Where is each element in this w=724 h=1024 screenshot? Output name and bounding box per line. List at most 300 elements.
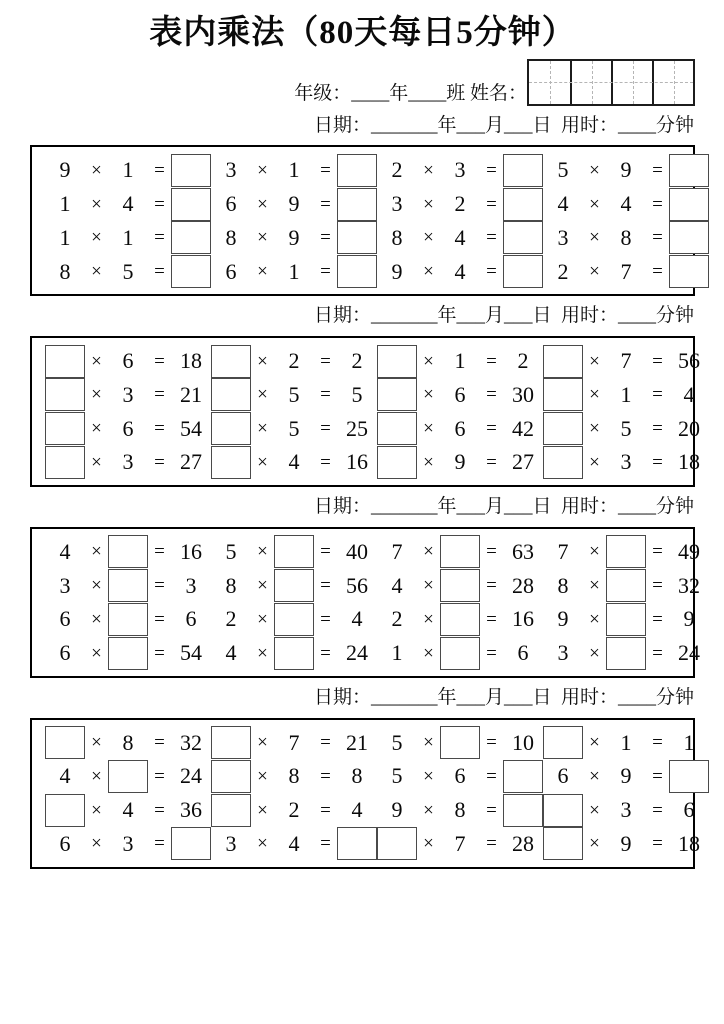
operand-number: 6: [122, 348, 134, 374]
answer-box[interactable]: [503, 154, 543, 187]
operand-number: 6: [454, 763, 466, 789]
answer-box[interactable]: [171, 255, 211, 288]
multiplication-sign: ×: [91, 642, 102, 664]
multiplication-problem: [45, 726, 211, 759]
product-number: 4: [683, 381, 695, 407]
answer-box[interactable]: [171, 154, 211, 187]
equals-sign: =: [486, 261, 497, 283]
multiplication-problem: [211, 188, 377, 221]
multiplication-problem: [377, 794, 543, 827]
multiplication-sign: ×: [91, 732, 102, 754]
multiplication-sign: ×: [257, 541, 268, 563]
product-number: 24: [346, 640, 368, 666]
operand-number: 3: [557, 640, 569, 666]
multiplication-problem: [377, 603, 543, 636]
equals-sign: =: [154, 227, 165, 249]
operand-number: 4: [59, 763, 71, 789]
multiplication-sign: ×: [589, 642, 600, 664]
answer-box[interactable]: [669, 255, 709, 288]
answer-box[interactable]: [45, 412, 85, 445]
problem-section-1: [30, 145, 695, 296]
answer-box[interactable]: [274, 535, 314, 568]
answer-box[interactable]: [171, 827, 211, 860]
equals-sign: =: [486, 799, 497, 821]
multiplication-sign: ×: [91, 541, 102, 563]
daily-exercise-block: [30, 496, 700, 678]
operand-number: 9: [288, 191, 300, 217]
multiplication-problem: [45, 188, 211, 221]
multiplication-problem: [45, 412, 211, 445]
answer-box[interactable]: [377, 446, 417, 479]
answer-box[interactable]: [669, 760, 709, 793]
multiplication-sign: ×: [91, 193, 102, 215]
multiplication-sign: ×: [91, 159, 102, 181]
product-number: 32: [180, 729, 202, 755]
operand-number: 2: [391, 157, 403, 183]
operand-number: 4: [122, 797, 134, 823]
answer-box[interactable]: [503, 221, 543, 254]
multiplication-sign: ×: [257, 799, 268, 821]
multiplication-problem: [45, 255, 211, 288]
answer-box[interactable]: [503, 794, 543, 827]
equals-sign: =: [652, 451, 663, 473]
equals-sign: =: [320, 833, 331, 855]
product-number: 56: [346, 572, 368, 598]
equals-sign: =: [652, 541, 663, 563]
product-number: 2: [351, 348, 363, 374]
name-writing-grid: [527, 59, 695, 106]
multiplication-sign: ×: [423, 541, 434, 563]
multiplication-problem: [211, 412, 377, 445]
answer-box[interactable]: [440, 637, 480, 670]
product-number: 3: [185, 572, 197, 598]
operand-number: 7: [391, 538, 403, 564]
operand-number: 8: [391, 224, 403, 250]
equals-sign: =: [486, 384, 497, 406]
product-number: 18: [678, 830, 700, 856]
equals-sign: =: [486, 642, 497, 664]
operand-number: 5: [288, 415, 300, 441]
operand-number: 6: [454, 381, 466, 407]
equals-sign: =: [320, 608, 331, 630]
product-number: 16: [512, 606, 534, 632]
product-number: 21: [180, 381, 202, 407]
multiplication-sign: ×: [91, 227, 102, 249]
multiplication-problem: [211, 760, 377, 793]
equals-sign: =: [652, 642, 663, 664]
operand-number: 5: [620, 415, 632, 441]
product-number: 6: [683, 797, 695, 823]
answer-box[interactable]: [543, 794, 583, 827]
operand-number: 9: [557, 606, 569, 632]
multiplication-problem: [543, 446, 709, 479]
multiplication-problem: [211, 603, 377, 636]
multiplication-problem: [543, 221, 709, 254]
multiplication-sign: ×: [91, 575, 102, 597]
multiplication-sign: ×: [589, 193, 600, 215]
multiplication-problem: [45, 154, 211, 187]
answer-box[interactable]: [108, 535, 148, 568]
multiplication-problem: [211, 255, 377, 288]
multiplication-sign: ×: [423, 799, 434, 821]
operand-number: 1: [59, 191, 71, 217]
multiplication-problem: [543, 378, 709, 411]
product-number: 18: [180, 348, 202, 374]
multiplication-problem: [45, 603, 211, 636]
answer-box[interactable]: [211, 345, 251, 378]
equals-sign: =: [320, 799, 331, 821]
multiplication-problem: [377, 726, 543, 759]
multiplication-problem: [211, 221, 377, 254]
equals-sign: =: [652, 833, 663, 855]
operand-number: 1: [122, 157, 134, 183]
equals-sign: =: [652, 799, 663, 821]
answer-box[interactable]: [669, 188, 709, 221]
date-time-blank-line: 日期：_______年___月___日 用时：____分钟: [313, 305, 694, 327]
operand-number: 1: [288, 258, 300, 284]
multiplication-problem: [45, 637, 211, 670]
multiplication-sign: ×: [589, 608, 600, 630]
operand-number: 4: [288, 449, 300, 475]
multiplication-sign: ×: [423, 418, 434, 440]
multiplication-problem: [543, 535, 709, 568]
multiplication-problem: [377, 760, 543, 793]
equals-sign: =: [652, 575, 663, 597]
answer-box[interactable]: [45, 345, 85, 378]
product-number: 4: [351, 606, 363, 632]
answer-box[interactable]: [337, 188, 377, 221]
equals-sign: =: [486, 732, 497, 754]
operand-number: 3: [122, 830, 134, 856]
name-grid-cell[interactable]: [652, 61, 693, 104]
operand-number: 4: [391, 572, 403, 598]
multiplication-problem: [543, 412, 709, 445]
page-title: 表内乘法（80天每日5分钟）: [149, 15, 576, 51]
date-time-blank-line: 日期：_______年___月___日 用时：____分钟: [313, 686, 694, 708]
answer-box[interactable]: [171, 188, 211, 221]
multiplication-sign: ×: [589, 384, 600, 406]
equals-sign: =: [154, 765, 165, 787]
answer-box[interactable]: [274, 569, 314, 602]
student-info-row: [30, 57, 695, 106]
multiplication-sign: ×: [589, 833, 600, 855]
multiplication-sign: ×: [589, 418, 600, 440]
equals-sign: =: [154, 833, 165, 855]
operand-number: 7: [557, 538, 569, 564]
answer-box[interactable]: [377, 345, 417, 378]
answer-box[interactable]: [108, 569, 148, 602]
answer-box[interactable]: [45, 446, 85, 479]
equals-sign: =: [486, 451, 497, 473]
daily-exercise-block: [30, 305, 700, 487]
multiplication-problem: [543, 188, 709, 221]
equals-sign: =: [320, 642, 331, 664]
product-number: 20: [678, 415, 700, 441]
equals-sign: =: [652, 193, 663, 215]
answer-box[interactable]: [45, 378, 85, 411]
answer-box[interactable]: [669, 221, 709, 254]
product-number: 28: [512, 830, 534, 856]
multiplication-problem: [211, 827, 377, 860]
multiplication-problem: [211, 535, 377, 568]
operand-number: 7: [454, 830, 466, 856]
multiplication-sign: ×: [257, 732, 268, 754]
operand-number: 2: [454, 191, 466, 217]
answer-box[interactable]: [171, 221, 211, 254]
product-number: 9: [683, 606, 695, 632]
multiplication-sign: ×: [257, 193, 268, 215]
product-number: 6: [517, 640, 529, 666]
equals-sign: =: [154, 541, 165, 563]
operand-number: 4: [59, 538, 71, 564]
answer-box[interactable]: [337, 154, 377, 187]
multiplication-sign: ×: [589, 799, 600, 821]
product-number: 21: [346, 729, 368, 755]
equals-sign: =: [652, 350, 663, 372]
answer-box[interactable]: [503, 255, 543, 288]
answer-box[interactable]: [543, 726, 583, 759]
operand-number: 9: [620, 830, 632, 856]
multiplication-problem: [543, 603, 709, 636]
multiplication-problem: [211, 726, 377, 759]
answer-box[interactable]: [337, 827, 377, 860]
operand-number: 6: [122, 415, 134, 441]
multiplication-sign: ×: [423, 193, 434, 215]
product-number: 2: [517, 348, 529, 374]
multiplication-sign: ×: [257, 350, 268, 372]
multiplication-problem: [45, 569, 211, 602]
product-number: 27: [180, 449, 202, 475]
operand-number: 8: [288, 763, 300, 789]
multiplication-sign: ×: [257, 451, 268, 473]
multiplication-sign: ×: [423, 765, 434, 787]
operand-number: 9: [454, 449, 466, 475]
problem-section-4: [30, 718, 700, 869]
equals-sign: =: [154, 350, 165, 372]
multiplication-sign: ×: [91, 799, 102, 821]
operand-number: 8: [454, 797, 466, 823]
problem-section-3: [30, 527, 700, 678]
answer-box[interactable]: [337, 255, 377, 288]
answer-box[interactable]: [669, 154, 709, 187]
equals-sign: =: [154, 799, 165, 821]
product-number: 24: [678, 640, 700, 666]
multiplication-sign: ×: [423, 451, 434, 473]
operand-number: 1: [391, 640, 403, 666]
answer-box[interactable]: [211, 760, 251, 793]
answer-box[interactable]: [211, 726, 251, 759]
multiplication-sign: ×: [589, 227, 600, 249]
equals-sign: =: [154, 575, 165, 597]
product-number: 30: [512, 381, 534, 407]
answer-box[interactable]: [606, 603, 646, 636]
name-grid-cell[interactable]: [529, 61, 570, 104]
operand-number: 3: [391, 191, 403, 217]
equals-sign: =: [320, 384, 331, 406]
multiplication-problem: [211, 378, 377, 411]
multiplication-sign: ×: [91, 833, 102, 855]
multiplication-sign: ×: [91, 451, 102, 473]
multiplication-sign: ×: [423, 575, 434, 597]
answer-box[interactable]: [211, 378, 251, 411]
answer-box[interactable]: [108, 760, 148, 793]
answer-box[interactable]: [606, 637, 646, 670]
operand-number: 4: [454, 258, 466, 284]
operand-number: 5: [391, 729, 403, 755]
operand-number: 3: [225, 157, 237, 183]
answer-box[interactable]: [543, 446, 583, 479]
answer-box[interactable]: [543, 378, 583, 411]
answer-box[interactable]: [543, 827, 583, 860]
equals-sign: =: [320, 418, 331, 440]
product-number: 42: [512, 415, 534, 441]
equals-sign: =: [154, 193, 165, 215]
multiplication-problem: [45, 446, 211, 479]
answer-box[interactable]: [45, 794, 85, 827]
answer-box[interactable]: [377, 827, 417, 860]
answer-box[interactable]: [211, 794, 251, 827]
operand-number: 1: [620, 381, 632, 407]
multiplication-problem: [543, 760, 709, 793]
multiplication-problem: [377, 569, 543, 602]
equals-sign: =: [486, 227, 497, 249]
answer-box[interactable]: [274, 637, 314, 670]
equals-sign: =: [154, 732, 165, 754]
product-number: 4: [351, 797, 363, 823]
operand-number: 2: [225, 606, 237, 632]
operand-number: 4: [557, 191, 569, 217]
operand-number: 6: [59, 640, 71, 666]
product-number: 40: [346, 538, 368, 564]
multiplication-sign: ×: [423, 608, 434, 630]
equals-sign: =: [154, 418, 165, 440]
equals-sign: =: [486, 193, 497, 215]
name-grid-cell[interactable]: [570, 61, 611, 104]
equals-sign: =: [652, 227, 663, 249]
equals-sign: =: [154, 608, 165, 630]
equals-sign: =: [486, 159, 497, 181]
multiplication-sign: ×: [589, 159, 600, 181]
multiplication-sign: ×: [91, 608, 102, 630]
multiplication-problem: [543, 726, 709, 759]
multiplication-sign: ×: [423, 642, 434, 664]
multiplication-problem: [45, 827, 211, 860]
operand-number: 2: [391, 606, 403, 632]
multiplication-sign: ×: [589, 261, 600, 283]
answer-box[interactable]: [274, 603, 314, 636]
answer-box[interactable]: [45, 726, 85, 759]
equals-sign: =: [652, 608, 663, 630]
multiplication-problem: [211, 637, 377, 670]
equals-sign: =: [486, 541, 497, 563]
answer-box[interactable]: [211, 412, 251, 445]
operand-number: 6: [225, 191, 237, 217]
operand-number: 3: [122, 449, 134, 475]
multiplication-problem: [211, 794, 377, 827]
operand-number: 5: [288, 381, 300, 407]
multiplication-problem: [543, 794, 709, 827]
multiplication-problem: [543, 827, 709, 860]
operand-number: 4: [620, 191, 632, 217]
multiplication-sign: ×: [589, 575, 600, 597]
equals-sign: =: [652, 418, 663, 440]
equals-sign: =: [154, 384, 165, 406]
operand-number: 6: [225, 258, 237, 284]
operand-number: 8: [620, 224, 632, 250]
equals-sign: =: [154, 261, 165, 283]
multiplication-sign: ×: [257, 575, 268, 597]
multiplication-problem: [377, 446, 543, 479]
equals-sign: =: [154, 159, 165, 181]
multiplication-problem: [377, 255, 543, 288]
operand-number: 6: [59, 606, 71, 632]
equals-sign: =: [320, 159, 331, 181]
answer-box[interactable]: [606, 569, 646, 602]
operand-number: 2: [557, 258, 569, 284]
product-number: 54: [180, 415, 202, 441]
multiplication-problem: [211, 345, 377, 378]
answer-box[interactable]: [337, 221, 377, 254]
multiplication-sign: ×: [91, 261, 102, 283]
operand-number: 8: [122, 729, 134, 755]
operand-number: 6: [454, 415, 466, 441]
product-number: 6: [185, 606, 197, 632]
answer-box[interactable]: [440, 726, 480, 759]
product-number: 54: [180, 640, 202, 666]
answer-box[interactable]: [440, 535, 480, 568]
operand-number: 9: [288, 224, 300, 250]
answer-box[interactable]: [606, 535, 646, 568]
answer-box[interactable]: [543, 412, 583, 445]
operand-number: 1: [59, 224, 71, 250]
answer-box[interactable]: [377, 378, 417, 411]
equals-sign: =: [154, 642, 165, 664]
multiplication-problem: [377, 378, 543, 411]
answer-box[interactable]: [211, 446, 251, 479]
problem-section-2: [30, 336, 700, 487]
operand-number: 4: [122, 191, 134, 217]
grade-class-name-line: 年级：____年____班 姓名：: [294, 82, 527, 104]
answer-box[interactable]: [108, 603, 148, 636]
answer-box[interactable]: [440, 569, 480, 602]
answer-box[interactable]: [440, 603, 480, 636]
multiplication-problem: [211, 569, 377, 602]
operand-number: 5: [557, 157, 569, 183]
operand-number: 8: [59, 258, 71, 284]
multiplication-sign: ×: [91, 765, 102, 787]
equals-sign: =: [320, 193, 331, 215]
operand-number: 1: [122, 224, 134, 250]
operand-number: 2: [288, 348, 300, 374]
operand-number: 5: [122, 258, 134, 284]
multiplication-sign: ×: [589, 732, 600, 754]
product-number: 25: [346, 415, 368, 441]
multiplication-problem: [377, 221, 543, 254]
product-number: 32: [678, 572, 700, 598]
operand-number: 1: [620, 729, 632, 755]
operand-number: 7: [620, 258, 632, 284]
answer-box[interactable]: [503, 760, 543, 793]
answer-box[interactable]: [108, 637, 148, 670]
answer-box[interactable]: [503, 188, 543, 221]
multiplication-problem: [377, 412, 543, 445]
answer-box[interactable]: [377, 412, 417, 445]
equals-sign: =: [652, 159, 663, 181]
answer-box[interactable]: [543, 345, 583, 378]
date-time-blank-line: 日期：_______年___月___日 用时：____分钟: [313, 496, 694, 518]
name-grid-cell[interactable]: [611, 61, 652, 104]
problem-sections: [30, 114, 700, 869]
